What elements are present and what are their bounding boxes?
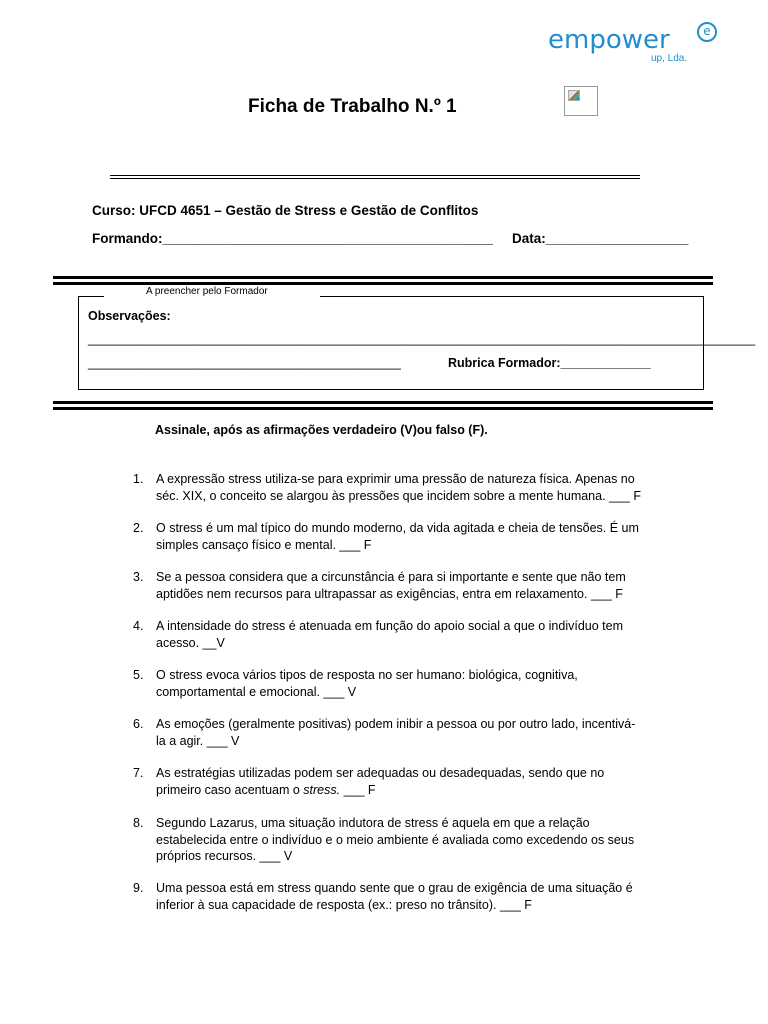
trainee-field[interactable]: Formando:____________________________________________: [92, 231, 493, 246]
logo-wordmark: empower: [548, 25, 670, 55]
question-number: 6.: [133, 717, 144, 731]
question-text: estabelecida entre o indivíduo e o meio ambiente é avaliada como excedendo os seus: [156, 832, 635, 847]
trainer-signature-field[interactable]: Rubrica Formador:_____________: [448, 356, 651, 370]
question-text: A expressão stress utiliza-se para exprimir uma pressão de natureza física. Apenas no: [156, 472, 635, 486]
question-text: Segundo Lazarus, uma situação indutora de stress é aquela em que a relação: [156, 816, 590, 830]
question-number: 7.: [133, 766, 144, 780]
date-field[interactable]: Data:___________________: [512, 231, 689, 246]
question-text: inferior à sua capacidade de resposta (ex.: preso no trânsito). ___ F: [156, 897, 532, 912]
question-text: próprios recursos. ___ V: [156, 849, 293, 863]
question-text: séc. XIX, o conceito se alargou às pressões que incidem sobre a mente humana. ___ F: [156, 488, 641, 503]
question-text: As emoções (geralmente positivas) podem inibir a pessoa ou por outro lado, incentivá-: [156, 717, 636, 731]
course-line: Curso: UFCD 4651 – Gestão de Stress e Gestão de Conflitos: [92, 203, 479, 218]
question-text: ___ F: [340, 782, 376, 797]
company-logo: [548, 22, 723, 72]
observations-line-2[interactable]: _____________________________________________: [88, 356, 401, 370]
question-text: primeiro caso acentuam o: [156, 782, 304, 797]
logo-subtitle: up, Lda.: [651, 53, 688, 64]
question-text: A intensidade do stress é atenuada em função do apoio social a que o indivíduo tem: [156, 619, 623, 633]
question-text: simples cansaço físico e mental. ___ F: [156, 537, 372, 552]
question-text: Se a pessoa considera que a circunstância é para si importante e sente que não tem: [156, 570, 626, 584]
observations-label: Observações:: [88, 309, 171, 323]
divider-thick-4: [53, 407, 713, 410]
observations-line-1[interactable]: ________________________________________________________________________________________________: [88, 332, 756, 346]
broken-image-icon: [564, 86, 598, 116]
question-text: As estratégias utilizadas podem ser adequadas ou desadequadas, sendo que no: [156, 766, 605, 780]
instruction-text: Assinale, após as afirmações verdadeiro (V)ou falso (F).: [155, 423, 488, 437]
question-number: 5.: [133, 668, 144, 682]
question-number: 8.: [133, 816, 144, 830]
question-number: 4.: [133, 619, 144, 633]
question-number: 3.: [133, 570, 144, 584]
question-text: comportamental e emocional. ___ V: [156, 684, 357, 699]
question-number: 1.: [133, 472, 144, 486]
question-text-italic: stress.: [303, 782, 341, 797]
question-text: aptidões nem recursos para ultrapassar as exigências, entra em relaxamento. ___ F: [156, 586, 623, 601]
question-text: Uma pessoa está em stress quando sente que o grau de exigência de uma situação é: [156, 881, 633, 895]
question-text: O stress evoca vários tipos de resposta no ser humano: biológica, cognitiva,: [156, 668, 578, 682]
divider-double-thin: [110, 175, 640, 179]
divider-thick-3: [53, 401, 713, 404]
page-title: Ficha de Trabalho N.º 1: [248, 96, 457, 117]
question-text: O stress é um mal típico do mundo moderno, da vida agitada e cheia de tensões. É um: [156, 521, 639, 535]
question-number: 2.: [133, 521, 144, 535]
question-text: la a agir. ___ V: [156, 733, 240, 748]
divider-thick-2: [53, 282, 713, 285]
question-number: 9.: [133, 881, 144, 895]
question-text: acesso. __V: [156, 635, 225, 650]
trainer-box-label: A preencher pelo Formador: [146, 286, 268, 297]
logo-circle-e-icon: e: [697, 22, 717, 42]
divider-thick-1: [53, 276, 713, 279]
